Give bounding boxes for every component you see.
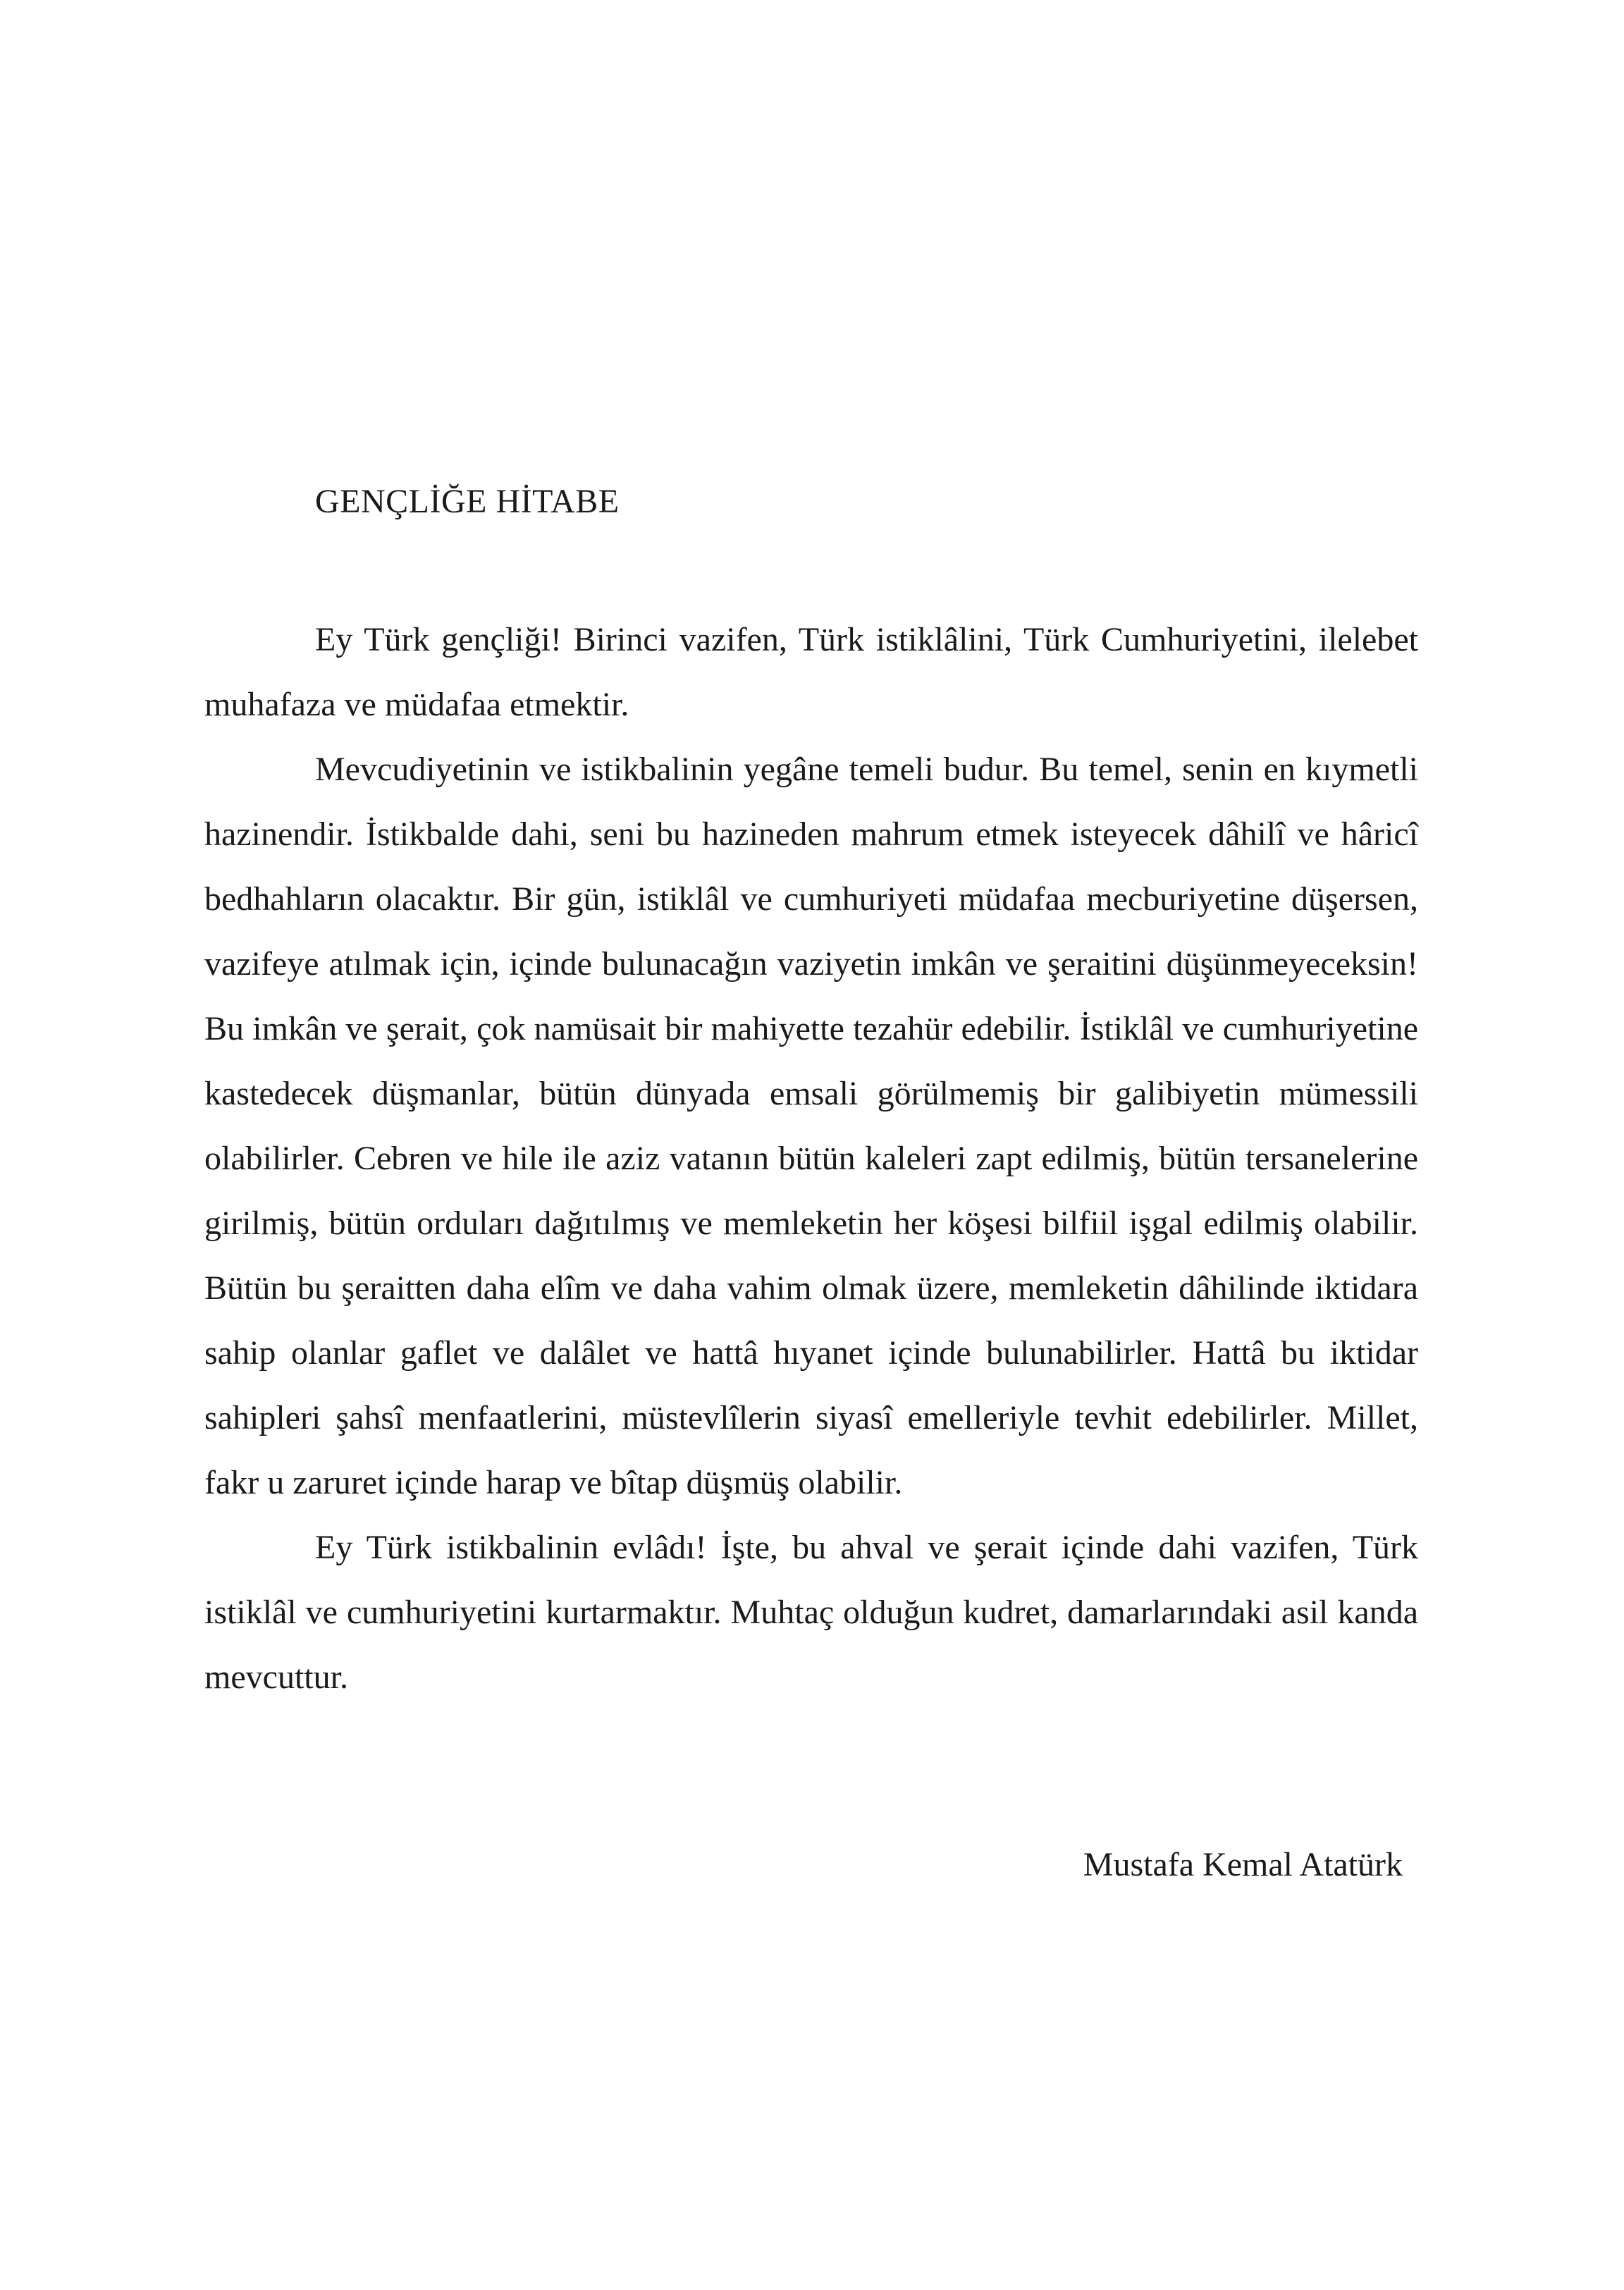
author-signature: Mustafa Kemal Atatürk (1083, 1846, 1403, 1883)
paragraph-3: Ey Türk istikbalinin evlâdı! İşte, bu ahval ve şerait içinde dahi vazifen, Türk istiklâl ve cumhuriyetini kurtarmaktır. Muhtaç olduğun kudret, damarlarındaki asil kanda mevcuttur. (204, 1529, 1418, 1696)
document-title: GENÇLİĞE HİTABE (315, 483, 620, 520)
document-body (204, 608, 1418, 1710)
paragraph-2: Mevcudiyetinin ve istikbalinin yegâne temeli budur. Bu temel, senin en kıymetli hazinendir. İstikbalde dahi, seni bu hazineden mahrum etmek isteyecek dâhilî ve hâricî bedhahların olacaktır. Bir gün, istiklâl ve cumhuriyeti müdafaa mecburiyetine düşersen, vazifeye atılmak için, içinde bulunacağın vaziyetin imkân ve şeraitini düşünmeyeceksin! Bu imkân ve şerait, çok namüsait bir mahiyette tezahür edebilir. İstiklâl ve cumhuriyetine kastedecek düşmanlar, bütün dünyada emsali görülmemiş bir galibiyetin mümessili olabilirler. Cebren ve hile ile aziz vatanın bütün kaleleri zapt edilmiş, bütün tersanelerine girilmiş, bütün orduları dağıtılmış ve memleketin her köşesi bilfiil işgal edilmiş olabilir. Bütün bu şeraitten daha elîm ve daha vahim olmak üzere, memleketin dâhilinde iktidara sahip olanlar gaflet ve dalâlet ve hattâ hıyanet içinde bulunabilirler. Hattâ bu iktidar sahipleri şahsî menfaatlerini, müstevlîlerin siyasî emelleriyle tevhit edebilirler. Millet, fakr u zaruret içinde harap ve bîtap düşmüş olabilir. (204, 751, 1418, 1501)
paragraph-1: Ey Türk gençliği! Birinci vazifen, Türk istiklâlini, Türk Cumhuriyetini, ilelebet muhafaza ve müdafaa etmektir. (204, 621, 1418, 723)
